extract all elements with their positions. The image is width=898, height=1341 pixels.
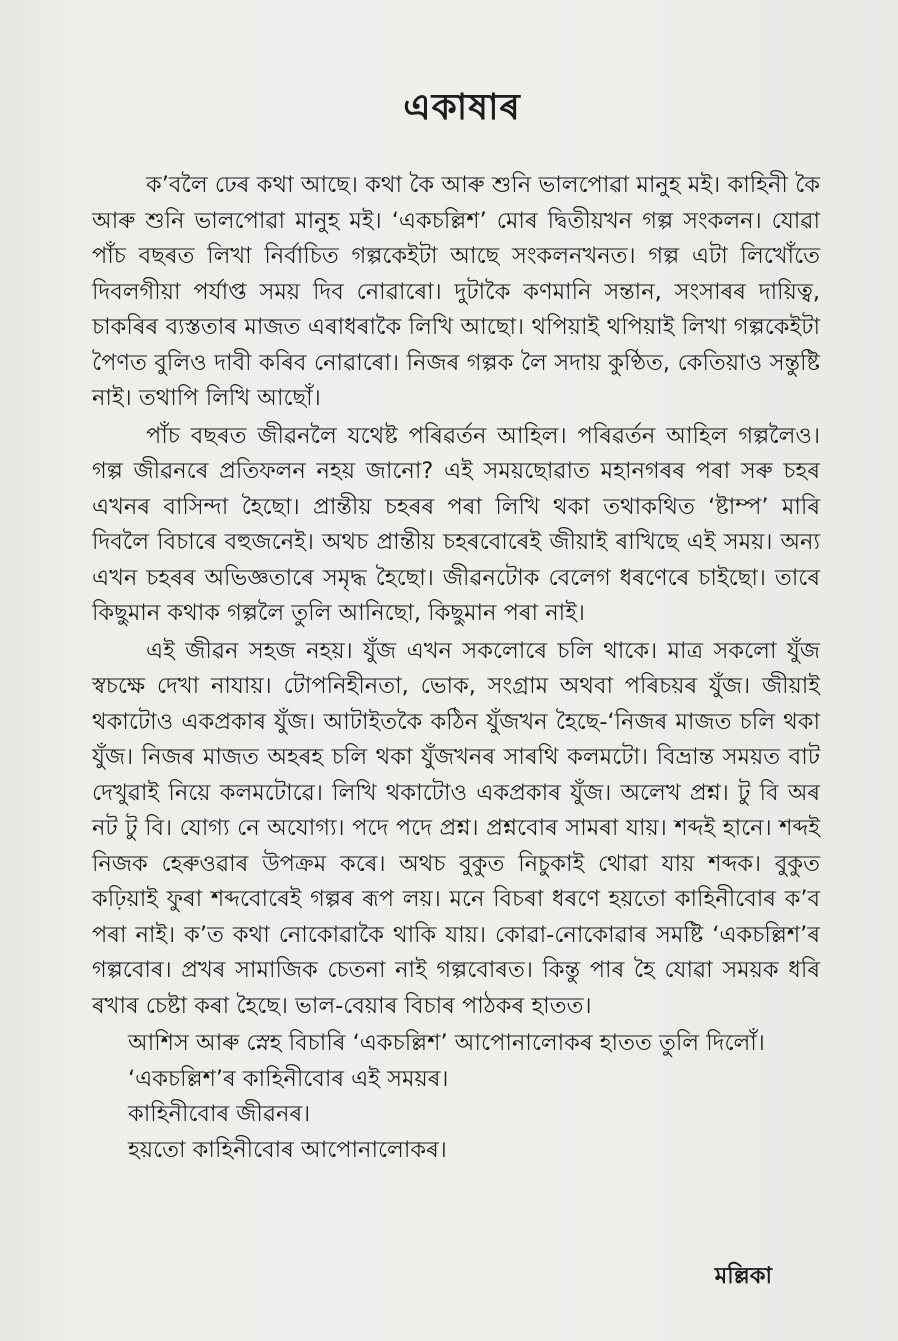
closing-line-1: আশিস আৰু স্নেহ বিচাৰি ‘একচল্লিশ’ আপোনালোকৰ হাতত তুলি দিলোঁ। bbox=[128, 1030, 765, 1056]
closing-line-2: ‘একচল্লিশ’ৰ কাহিনীবোৰ এই সময়ৰ। bbox=[128, 1065, 449, 1092]
closing-line-4: হয়তো কাহিনীবোৰ আপোনালোকৰ। bbox=[128, 1136, 447, 1163]
closing-line-3: কাহিনীবোৰ জীৱনৰ। bbox=[128, 1101, 311, 1127]
paragraph-2: পাঁচ বছৰত জীৱনলৈ যথেষ্ট পৰিৱৰ্তন আহিল। পৰিৱৰ্তন আহিল গল্পলৈও। গল্প জীৱনৰে প্ৰতিফলন নহয় জানো? এই সময়ছোৱাত মহানগৰৰ পৰা সৰু চহৰ এখনৰ বাসিন্দা হৈছো। প্ৰান্তীয় চহৰৰ পৰা লিখি থকা তথাকথিত ‘ষ্টাম্প’ মাৰি দিবলৈ বিচাৰে বহুজনেই। অথচ প্ৰান্তীয় চহৰবোৰেই জীয়াই ৰাখিছে এই সময়। অন্য এখন চহৰৰ অভিজ্ঞতাৰে সমৃদ্ধ হৈছো। জীৱনটোক বেলেগ ধৰণেৰে চাইছো। তাৰে কিছুমান কথাক গল্পলৈ তুলি আনিছো, কিছুমান পৰা নাই। bbox=[92, 422, 820, 626]
author-signature: মল্লিকা bbox=[714, 1263, 772, 1289]
page-title: একাষাৰ bbox=[403, 87, 521, 128]
paragraph-1: ক’বলৈ ঢেৰ কথা আছে। কথা কৈ আৰু শুনি ভালপোৱা মানুহ মই। কাহিনী কৈ আৰু শুনি ভালপোৱা মানুহ মই। ‘একচল্লিশ’ মোৰ দ্বিতীয়খন গল্প সংকলন। যোৱা পাঁচ বছৰত লিখা নিৰ্বাচিত গল্পকেইটা আছে সংকলনখনত। গল্প এটা লিখোঁতে দিবলগীয়া পৰ্যাপ্ত সময় দিব নোৱাৰো। দুটাকৈ কণমানি সন্তান, সংসাৰৰ দায়িত্ব, চাকৰিৰ ব্যস্ততাৰ মাজত এৰাধৰাকৈ লিখি আছো। থপিয়াই থপিয়াই লিখা গল্পকেইটা পৈণত বুলিও দাবী কৰিব নোৱাৰো। নিজৰ গল্পক লৈ সদায় কুণ্ঠিত, কেতিয়াও সন্তুষ্টি নাই। তথাপি লিখি আছোঁ। bbox=[92, 172, 820, 411]
paragraph-3: এই জীৱন সহজ নহয়। যুঁজ এখন সকলোৰে চলি থাকে। মাত্ৰ সকলো যুঁজ স্বচক্ষে দেখা নাযায়। টোপনিহীনতা, ভোক, সংগ্ৰাম অথবা পৰিচয়ৰ যুঁজ। জীয়াই থকাটোও একপ্ৰকাৰ যুঁজ। আটাইতকৈ কঠিন যুঁজখন হৈছে-‘নিজৰ মাজত চলি থকা যুঁজ। নিজৰ মাজত অহৰহ চলি থকা যুঁজখনৰ সাৰথি কলমটো। বিভ্ৰান্ত সময়ত বাট দেখুৱাই নিয়ে কলমটোৱে। লিখি থকাটোও একপ্ৰকাৰ যুঁজ। অলেখ প্ৰশ্ন। টু বি অৰ নট টু বি। যোগ্য নে অযোগ্য। পদে পদে প্ৰশ্ন। প্ৰশ্নবোৰ সামৰা যায়। শব্দই হানে। শব্দই নিজক হেৰুওৱাৰ উপক্ৰম কৰে। অথচ বুকুত নিচুকাই থোৱা যায় শব্দক। বুকুত কঢ়িয়াই ফুৰা শব্দবোৰেই গল্পৰ ৰূপ লয়। মনে বিচৰা ধৰণে হয়তো কাহিনীবোৰ ক’ব পৰা নাই। ক’ত কথা নোকোৱাকৈ থাকি যায়। কোৱা-নোকোৱাৰ সমষ্টি ‘একচল্লিশ’ৰ গল্পবোৰ। প্ৰখৰ সামাজিক চেতনা নাই গল্পবোৰত। কিন্তু পাৰ হৈ যোৱা সময়ক ধৰি ৰখাৰ চেষ্টা কৰা হৈছে। ভাল-বেয়াৰ বিচাৰ পাঠকৰ হাতত। bbox=[92, 637, 820, 1019]
